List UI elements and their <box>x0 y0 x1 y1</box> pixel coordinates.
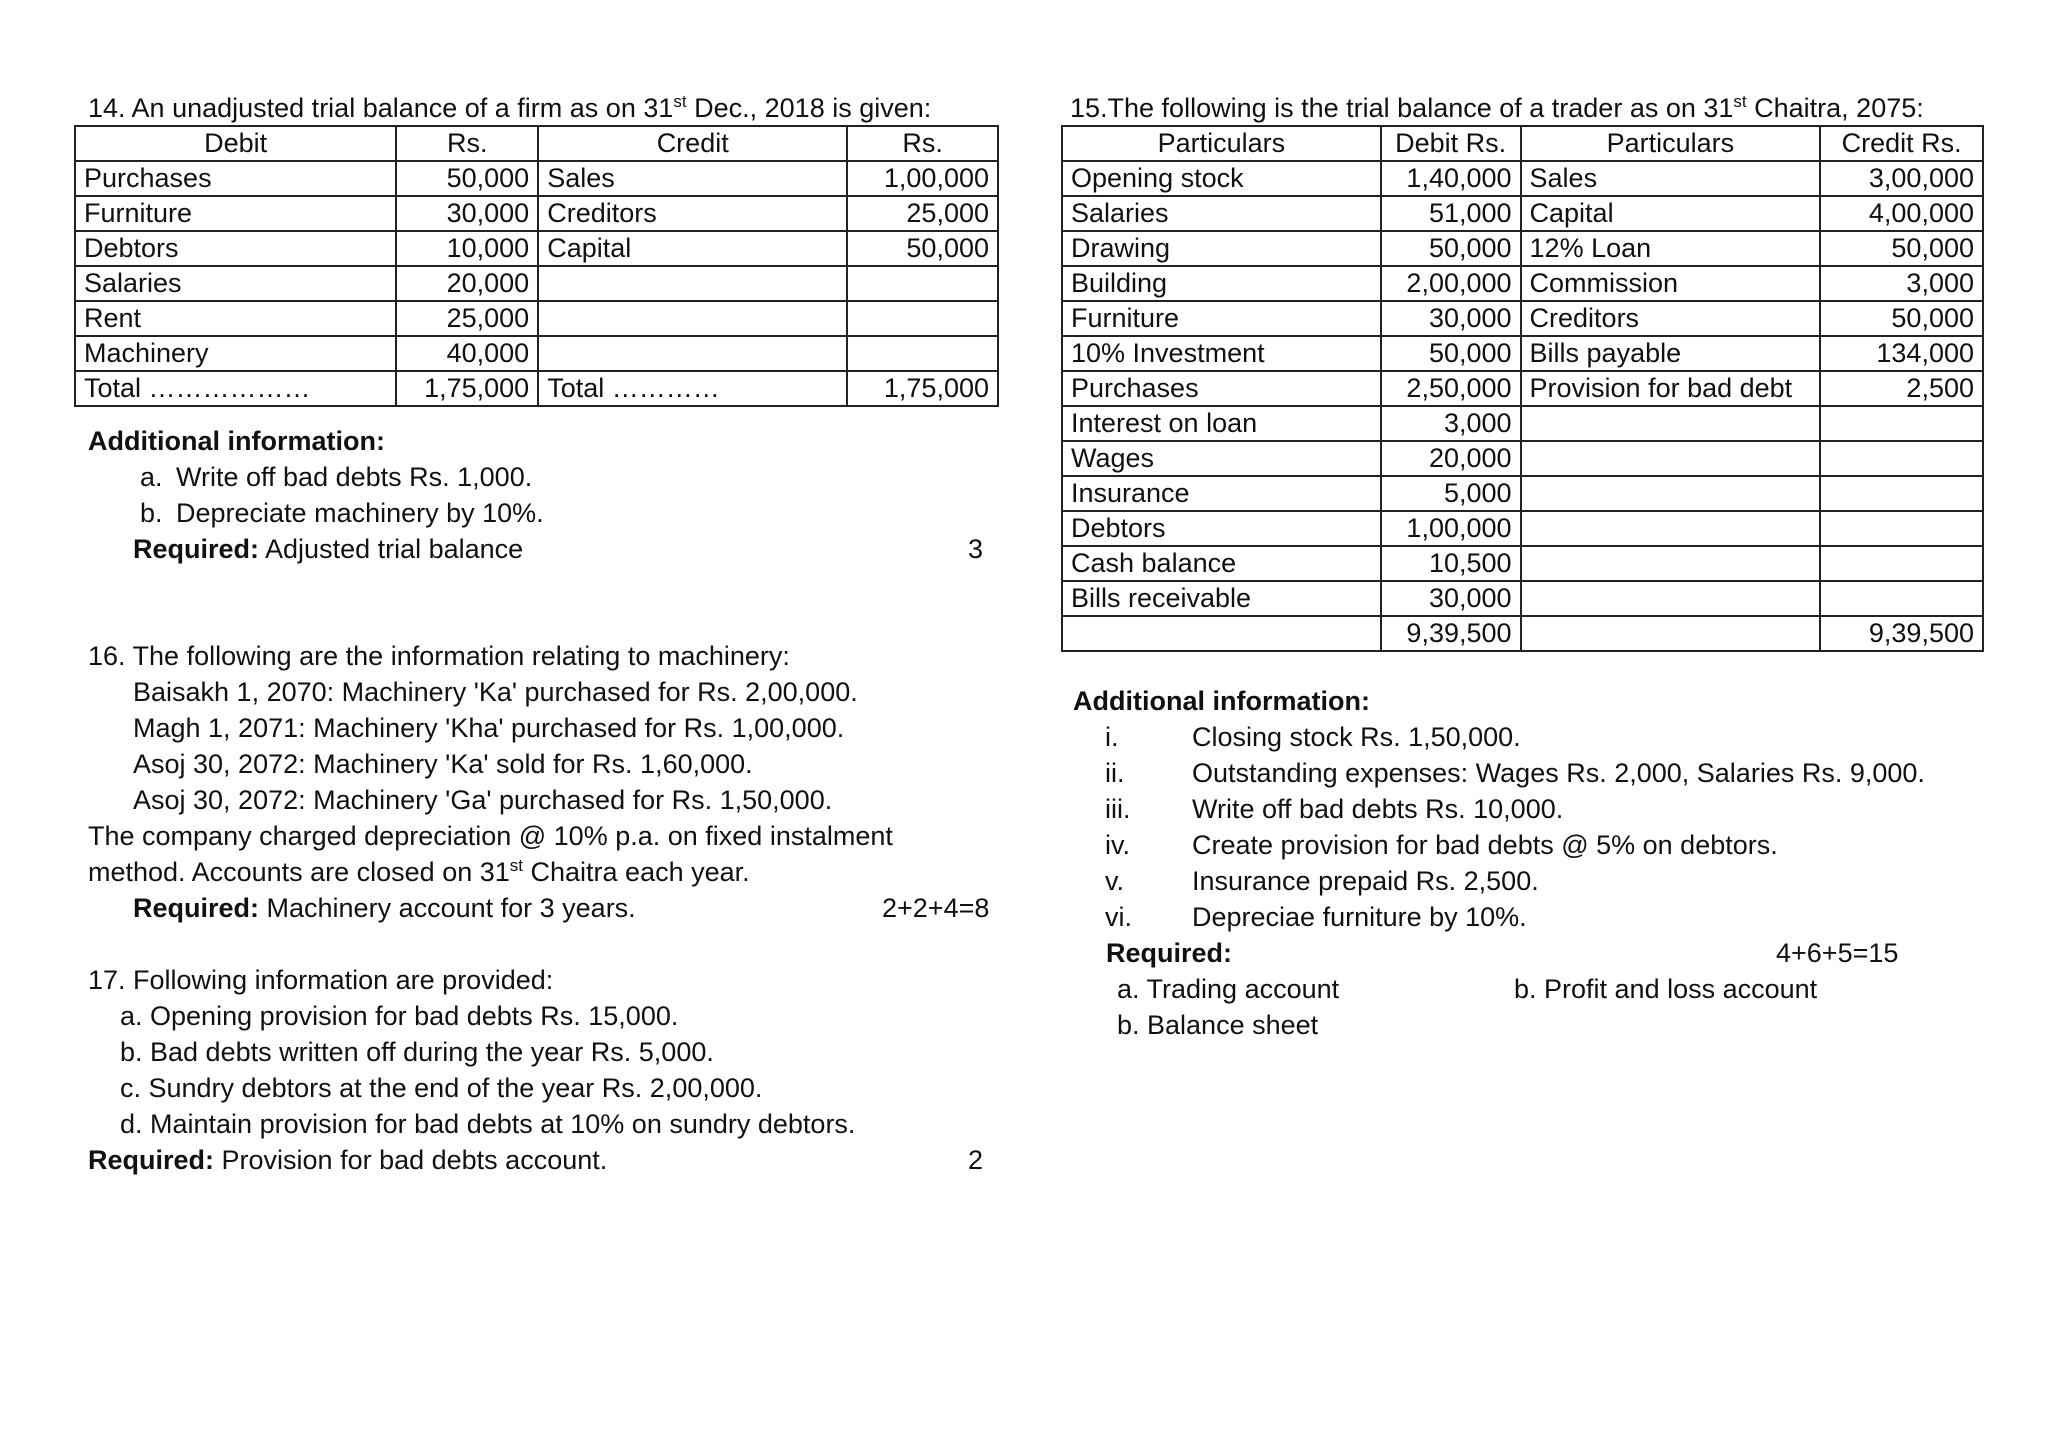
q17-required: Required: Provision for bad debts account. <box>88 1145 608 1175</box>
table-row: Purchases 50,000 Sales 1,00,000 <box>75 161 998 196</box>
table-header-row <box>75 126 998 161</box>
q15-item-text: Insurance prepaid Rs. 2,500. <box>1192 866 1539 896</box>
column-header: Credit <box>538 126 847 161</box>
table-row: 10% Investment 50,000 Bills payable 134,000 <box>1062 336 1983 371</box>
column-header: Debit <box>75 126 396 161</box>
q14-required: Required: Adjusted trial balance <box>133 534 524 564</box>
q17-item: b. Bad debts written off during the year Rs. 5,000. <box>120 1037 714 1067</box>
table-row: Interest on loan 3,000 <box>1062 406 1983 441</box>
q15-trial-balance-table <box>1061 125 1984 652</box>
table-row: Building 2,00,000 Commission 3,000 <box>1062 266 1983 301</box>
q16-paragraph: method. Accounts are closed on 31st Chaitra each year. <box>88 856 750 887</box>
q15-item-marker: vi. <box>1105 902 1132 932</box>
q14-item-a: a. <box>140 462 163 492</box>
q16-marks: 2+2+4=8 <box>882 893 990 923</box>
q15-item-marker: iv. <box>1105 830 1130 860</box>
table-row: Machinery 40,000 <box>75 336 998 371</box>
table-header-row <box>1062 126 1983 161</box>
table-row: Drawing 50,000 12% Loan 50,000 <box>1062 231 1983 266</box>
q15-required-b: b. Balance sheet <box>1117 1010 1319 1040</box>
q14-item-b-text: Depreciate machinery by 10%. <box>176 498 544 528</box>
q15-item-marker: v. <box>1105 866 1124 896</box>
q17-item: a. Opening provision for bad debts Rs. 15,000. <box>120 1001 679 1031</box>
table-row: Purchases 2,50,000 Provision for bad debt 2,500 <box>1062 371 1983 406</box>
column-header: Particulars <box>1062 126 1381 161</box>
table-row: Wages 20,000 <box>1062 441 1983 476</box>
table-row: Furniture 30,000 Creditors 50,000 <box>1062 301 1983 336</box>
q15-item-text: Outstanding expenses: Wages Rs. 2,000, Salaries Rs. 9,000. <box>1192 758 1925 788</box>
q15-required-b-right: b. Profit and loss account <box>1514 974 1818 1004</box>
q14-additional-label: Additional information: <box>88 426 385 456</box>
q15-marks: 4+6+5=15 <box>1776 938 1899 968</box>
q14-item-a-text: Write off bad debts Rs. 1,000. <box>176 462 533 492</box>
q16-event: Asoj 30, 2072: Machinery 'Ka' sold for Rs. 1,60,000. <box>133 749 753 779</box>
q16-required: Required: Machinery account for 3 years. <box>133 893 636 923</box>
column-header: Debit Rs. <box>1381 126 1521 161</box>
q16-paragraph: The company charged depreciation @ 10% p.a. on fixed instalment <box>88 821 893 851</box>
table-row: Salaries 20,000 <box>75 266 998 301</box>
column-header: Particulars <box>1521 126 1821 161</box>
table-row: Debtors 1,00,000 <box>1062 511 1983 546</box>
table-row: Cash balance 10,500 <box>1062 546 1983 581</box>
q16-heading: 16. The following are the information relating to machinery: <box>88 641 790 671</box>
q15-item-marker: iii. <box>1105 794 1131 824</box>
q15-additional-label: Additional information: <box>1073 686 1370 716</box>
q15-item-marker: i. <box>1105 722 1119 752</box>
column-header: Rs. <box>847 126 998 161</box>
table-row: Insurance 5,000 <box>1062 476 1983 511</box>
q14-item-b: b. <box>140 498 163 528</box>
q17-marks: 2 <box>968 1145 984 1175</box>
table-row: Furniture 30,000 Creditors 25,000 <box>75 196 998 231</box>
q15-item-text: Write off bad debts Rs. 10,000. <box>1192 794 1564 824</box>
q16-event: Asoj 30, 2072: Machinery 'Ga' purchased for Rs. 1,50,000. <box>133 785 833 815</box>
q15-required-a: a. Trading account <box>1117 974 1340 1004</box>
column-header: Rs. <box>396 126 538 161</box>
q17-item: c. Sundry debtors at the end of the year Rs. 2,00,000. <box>120 1073 763 1103</box>
q15-item-text: Closing stock Rs. 1,50,000. <box>1192 722 1521 752</box>
q17-item: d. Maintain provision for bad debts at 10% on sundry debtors. <box>120 1109 856 1139</box>
q16-event: Baisakh 1, 2070: Machinery 'Ka' purchased for Rs. 2,00,000. <box>133 677 858 707</box>
table-row: Salaries 51,000 Capital 4,00,000 <box>1062 196 1983 231</box>
q15-required: Required: <box>1106 938 1233 968</box>
q15-item-text: Depreciae furniture by 10%. <box>1192 902 1527 932</box>
q16-event: Magh 1, 2071: Machinery 'Kha' purchased for Rs. 1,00,000. <box>133 713 845 743</box>
table-total-row: Total ……………… 1,75,000 Total ………… 1,75,000 <box>75 371 998 406</box>
q14-heading: 14. An unadjusted trial balance of a firm as on 31st Dec., 2018 is given: <box>88 92 932 123</box>
table-row: Rent 25,000 <box>75 301 998 336</box>
table-row: Bills receivable 30,000 <box>1062 581 1983 616</box>
q15-item-text: Create provision for bad debts @ 5% on debtors. <box>1192 830 1778 860</box>
q17-heading: 17. Following information are provided: <box>88 965 554 995</box>
q14-trial-balance-table <box>74 125 999 407</box>
table-row: Opening stock 1,40,000 Sales 3,00,000 <box>1062 161 1983 196</box>
table-row: Debtors 10,000 Capital 50,000 <box>75 231 998 266</box>
q14-marks: 3 <box>968 534 984 564</box>
q15-item-marker: ii. <box>1105 758 1125 788</box>
q15-heading: 15.The following is the trial balance of a trader as on 31st Chaitra, 2075: <box>1070 92 1924 123</box>
column-header: Credit Rs. <box>1820 126 1983 161</box>
table-total-row: 9,39,500 9,39,500 <box>1062 616 1983 651</box>
